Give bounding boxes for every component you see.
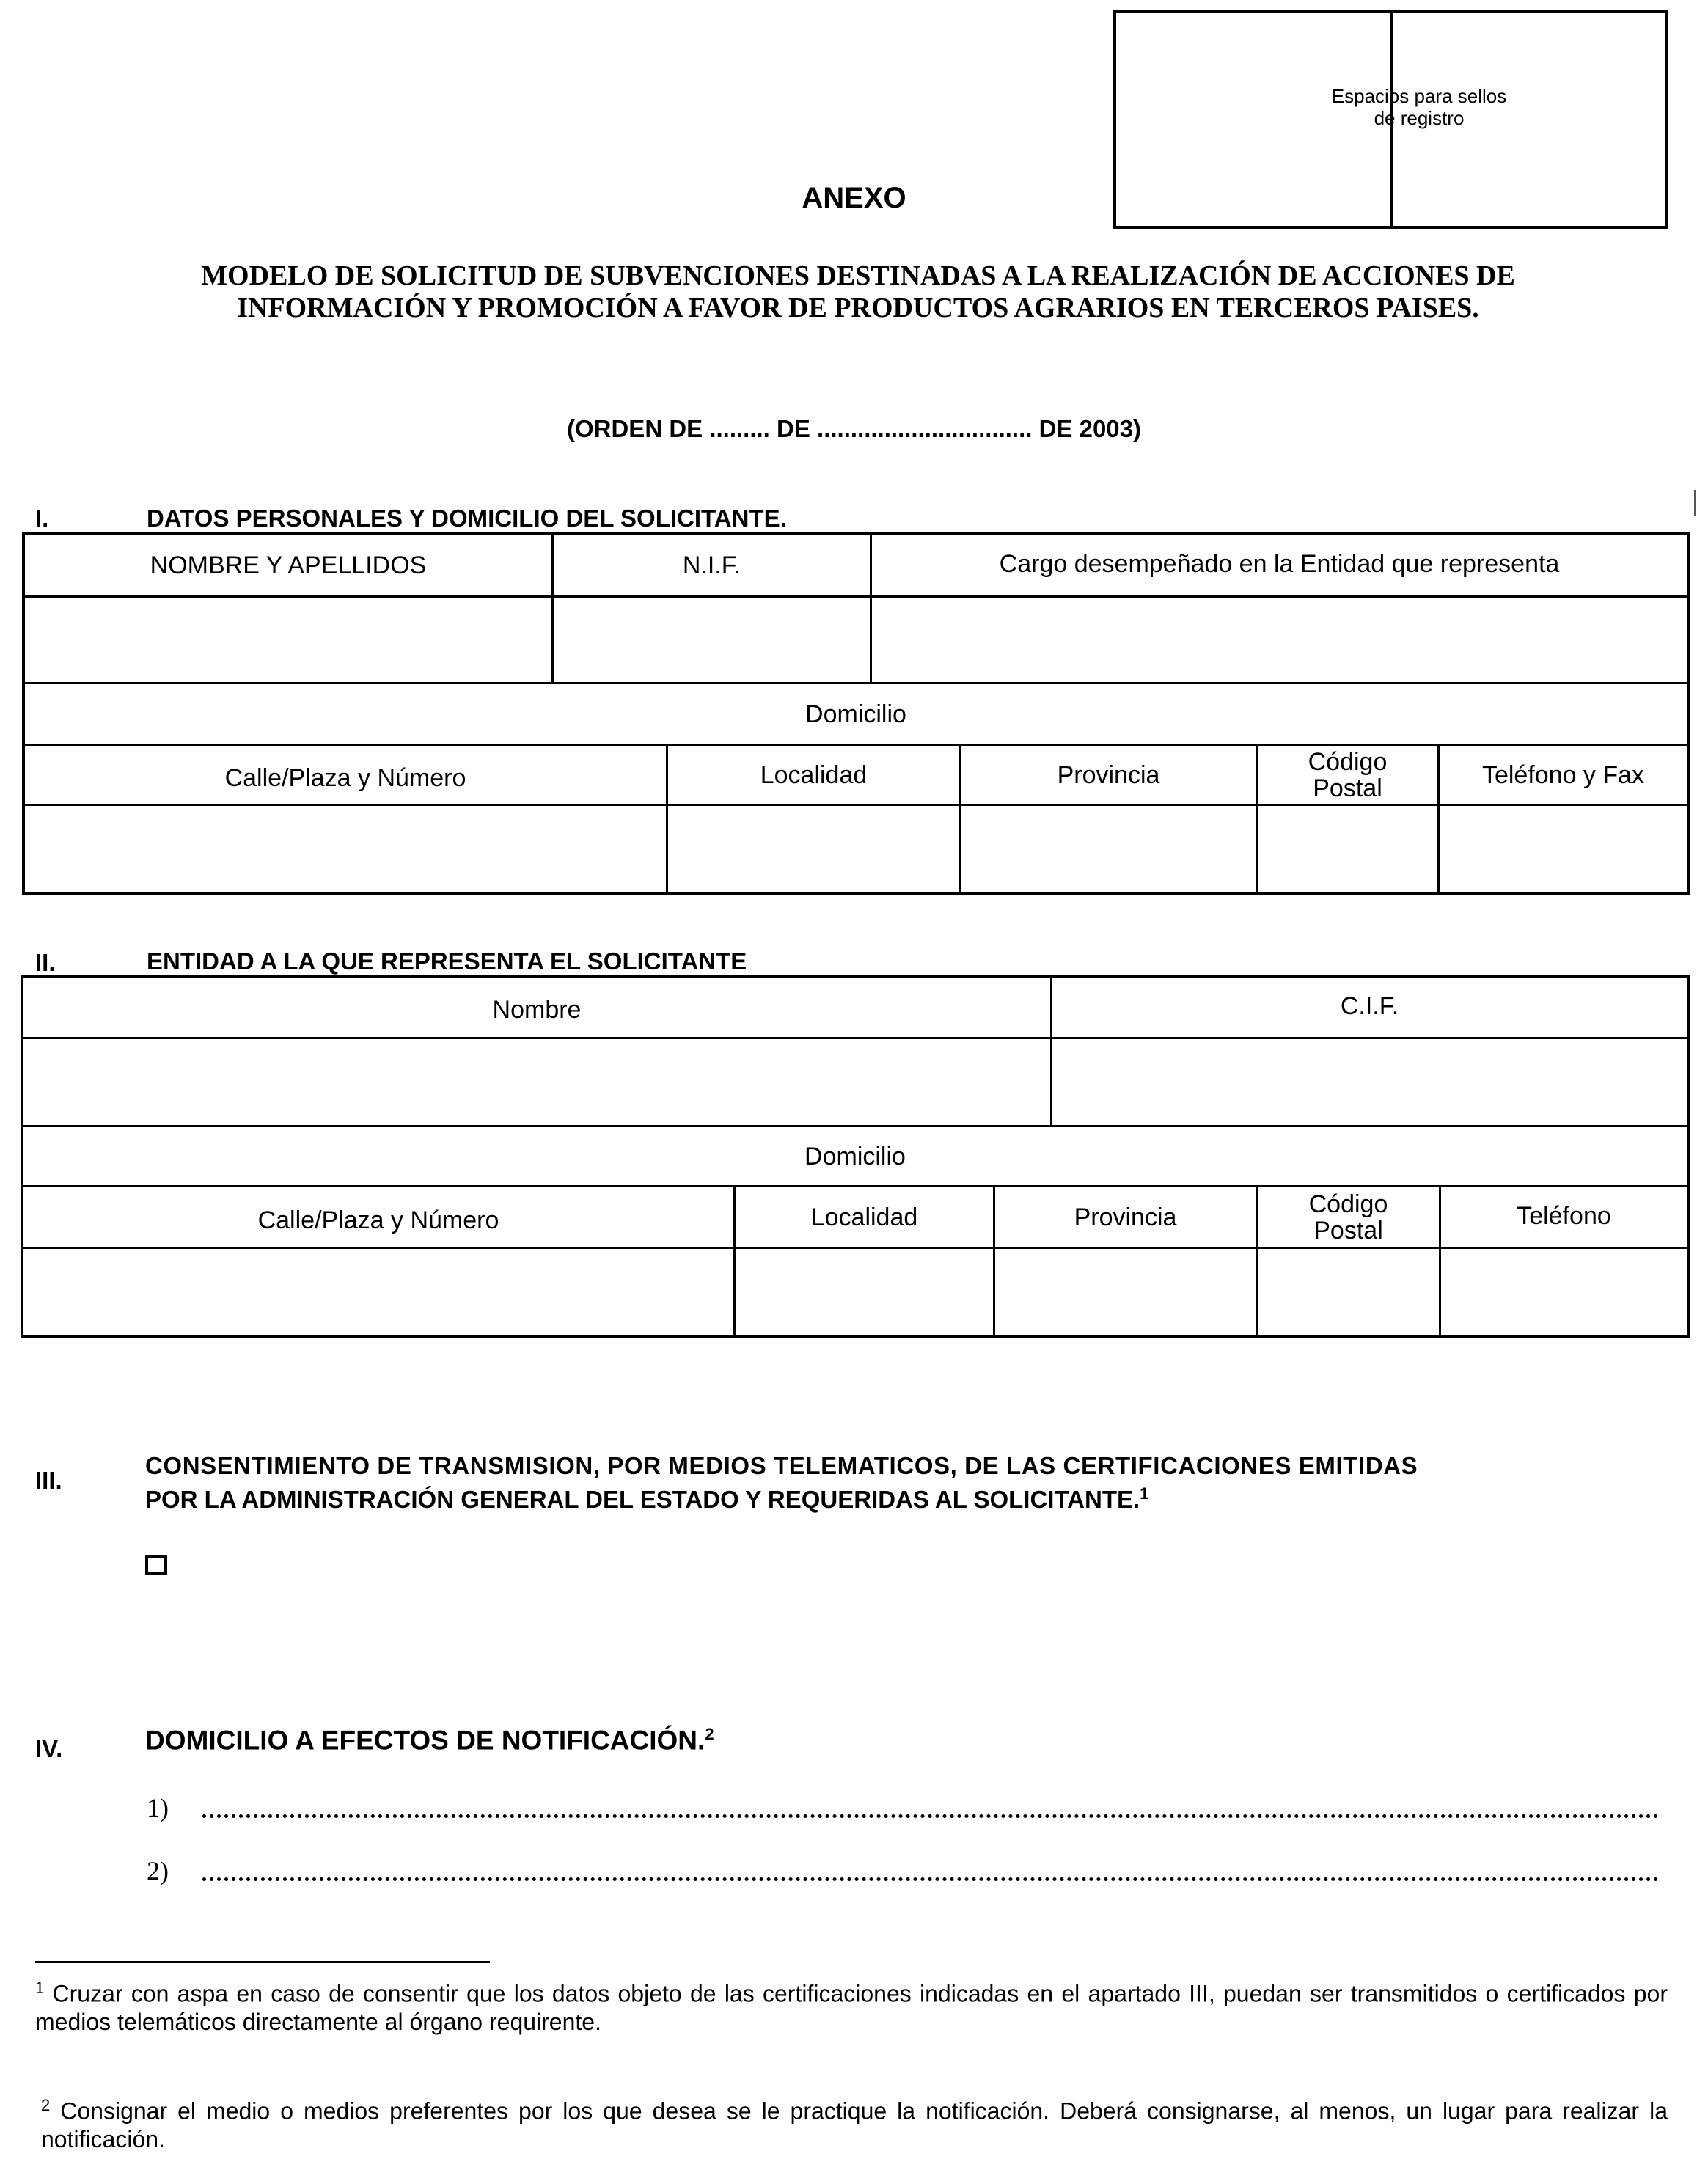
s1-domicilio-label: Domicilio xyxy=(805,700,906,728)
s2-input-nombre[interactable] xyxy=(23,1039,1050,1125)
s2-header-nombre: Nombre xyxy=(492,996,582,1024)
footnote-2-number: 2 xyxy=(41,2096,51,2114)
s2-header-localidad: Localidad xyxy=(810,1203,918,1231)
s1-header-nombre: NOMBRE Y APELLIDOS xyxy=(150,551,427,579)
stamp-text-line2-left: de xyxy=(1374,107,1396,129)
s2-input-provincia[interactable] xyxy=(995,1249,1256,1335)
s2-input-calle[interactable] xyxy=(23,1249,733,1335)
main-title xyxy=(73,260,1643,324)
s2-header-codigo-postal xyxy=(1258,1187,1439,1247)
s2-header-postal: Postal xyxy=(1313,1216,1383,1245)
s1-input-localidad[interactable] xyxy=(668,806,959,892)
section3-title-line2: POR LA ADMINISTRACIÓN GENERAL DEL ESTADO Y REQUERIDAS AL SOLICITANTE. xyxy=(145,1486,1140,1513)
s1-header-cargo: Cargo desempeñado en la Entidad que representa xyxy=(999,550,1560,578)
main-title-line2: INFORMACIÓN Y PROMOCIÓN A FAVOR DE PRODUCTOS AGRARIOS EN TERCEROS PAISES. xyxy=(237,293,1479,323)
s1-input-codigo-postal[interactable] xyxy=(1258,806,1437,892)
s2-input-localidad[interactable] xyxy=(736,1249,993,1335)
notification-line2-input[interactable] xyxy=(202,1877,1659,1881)
s2-header-codigo: Código xyxy=(1308,1190,1388,1218)
s2-domicilio-label: Domicilio xyxy=(804,1142,906,1170)
section2-number: II. xyxy=(35,949,56,976)
section3-footnote-ref: 1 xyxy=(1140,1484,1149,1503)
s1-header-telefono: Teléfono y Fax xyxy=(1481,760,1645,789)
s2-header-calle: Calle/Plaza y Número xyxy=(257,1206,499,1234)
footnote-1 xyxy=(35,1974,1668,2036)
footnote-2-text: Consignar el medio o medios preferentes por los que desea se le practique la notificación. Deberá consignarse, al menos, un lugar para realizar la notificación. xyxy=(41,2097,1668,2152)
s1-header-localidad: Localidad xyxy=(760,760,868,789)
notification-line1-input[interactable] xyxy=(202,1814,1659,1818)
section3-title-line1: CONSENTIMIENTO DE TRANSMISION, POR MEDIOS TELEMATICOS, DE LAS CERTIFICACIONES EMITIDAS xyxy=(145,1452,1418,1479)
s1-header-codigo: Código xyxy=(1308,747,1388,776)
s1-input-telefono[interactable] xyxy=(1440,806,1687,892)
stamp-text-right: para sellos xyxy=(1414,85,1507,107)
notification-line2-label: 2) xyxy=(147,1856,169,1885)
annex-title: ANEXO xyxy=(802,182,906,214)
section4-title: DOMICILIO A EFECTOS DE NOTIFICACIÓN. xyxy=(145,1725,705,1756)
stamp-text-left: Espacios xyxy=(1331,85,1410,107)
s2-header-provincia: Provincia xyxy=(1074,1203,1177,1231)
s1-input-nombre[interactable] xyxy=(25,598,551,682)
consent-checkbox[interactable] xyxy=(145,1555,167,1575)
section4-title-wrap xyxy=(145,1725,714,1756)
s2-header-cif: C.I.F. xyxy=(1340,992,1399,1020)
notification-line1-label: 1) xyxy=(147,1793,169,1822)
s1-header-nif: N.I.F. xyxy=(682,551,741,579)
section1-number: I. xyxy=(35,505,49,532)
footnote-1-text: Cruzar con aspa en caso de consentir que los datos objeto de las certificaciones indicadas en el apartado III, puedan ser transmitidos o certificados por medios telemáticos directamente al órgano requirente. xyxy=(35,1980,1668,2035)
s1-input-calle[interactable] xyxy=(25,806,666,892)
s2-header-telefono: Teléfono xyxy=(1517,1201,1611,1230)
footnote-rule xyxy=(35,1961,490,1963)
section4-number: IV. xyxy=(35,1735,63,1762)
footnote-1-number: 1 xyxy=(35,1979,45,1997)
section3-title-line2-wrap xyxy=(145,1480,1666,1514)
s2-input-cif[interactable] xyxy=(1052,1039,1687,1125)
section1-title: DATOS PERSONALES Y DOMICILIO DEL SOLICITANTE. xyxy=(147,505,787,532)
s1-input-nif[interactable] xyxy=(554,598,870,682)
stamp-text-line2-right: registro xyxy=(1400,107,1465,129)
s2-input-telefono[interactable] xyxy=(1441,1249,1687,1335)
orden-line: (ORDEN DE ......... DE ................................ DE 2003) xyxy=(566,415,1141,442)
section2-title: ENTIDAD A LA QUE REPRESENTA EL SOLICITANTE xyxy=(147,947,747,975)
s1-input-provincia[interactable] xyxy=(961,806,1256,892)
main-title-line1: MODELO DE SOLICITUD DE SUBVENCIONES DESTINADAS A LA REALIZACIÓN DE ACCIONES DE xyxy=(201,260,1515,291)
s1-input-cargo[interactable] xyxy=(872,598,1687,682)
s2-input-codigo-postal[interactable] xyxy=(1258,1249,1439,1335)
s1-header-calle: Calle/Plaza y Número xyxy=(224,763,466,792)
s1-header-codigo-postal xyxy=(1258,746,1437,804)
edge-mark xyxy=(1694,490,1696,516)
s1-header-postal: Postal xyxy=(1313,774,1382,802)
section4-footnote-ref: 2 xyxy=(705,1725,714,1743)
stamp-text xyxy=(1298,85,1540,129)
s1-header-provincia: Provincia xyxy=(1057,760,1160,789)
section3-number: III. xyxy=(35,1467,62,1494)
section3-title xyxy=(145,1452,1666,1514)
footnote-2 xyxy=(41,2092,1668,2153)
